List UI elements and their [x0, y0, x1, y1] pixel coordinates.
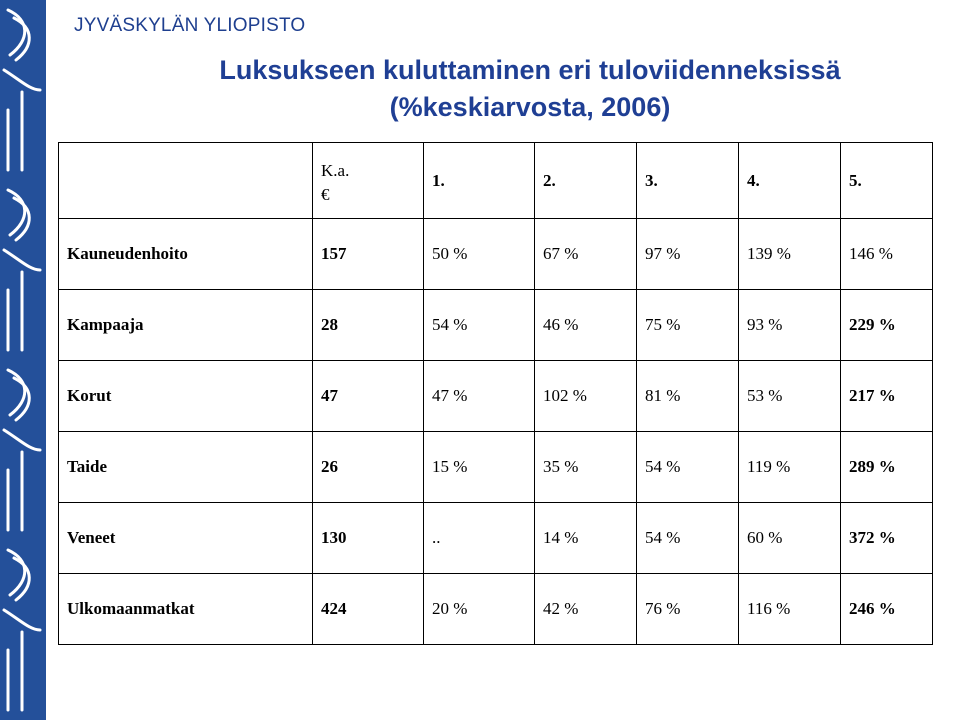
row-q2: 35 %	[535, 432, 637, 503]
row-q1: ..	[424, 503, 535, 574]
row-label: Veneet	[59, 503, 313, 574]
row-avg: 424	[313, 574, 424, 645]
header-q3: 3.	[637, 143, 739, 219]
table-row	[59, 432, 933, 503]
row-q5: 229 %	[841, 290, 933, 361]
row-q5: 246 %	[841, 574, 933, 645]
row-avg: 26	[313, 432, 424, 503]
header-empty-cell	[59, 143, 313, 219]
row-q5: 289 %	[841, 432, 933, 503]
row-q1: 47 %	[424, 361, 535, 432]
row-label: Taide	[59, 432, 313, 503]
consumption-table	[58, 142, 933, 645]
row-avg: 157	[313, 219, 424, 290]
table-header-row	[59, 143, 933, 219]
row-q3: 97 %	[637, 219, 739, 290]
university-torch-logo-icon	[0, 0, 46, 720]
header-q1: 1.	[424, 143, 535, 219]
row-q5: 217 %	[841, 361, 933, 432]
table-row	[59, 503, 933, 574]
row-q5: 372 %	[841, 503, 933, 574]
row-avg: 28	[313, 290, 424, 361]
row-q1: 20 %	[424, 574, 535, 645]
row-q4: 53 %	[739, 361, 841, 432]
row-q3: 54 %	[637, 503, 739, 574]
title-line-1: Luksukseen kuluttaminen eri tuloviidenneksissä	[219, 55, 841, 85]
row-q3: 81 %	[637, 361, 739, 432]
row-q5: 146 %	[841, 219, 933, 290]
row-q1: 15 %	[424, 432, 535, 503]
header-q4: 4.	[739, 143, 841, 219]
row-q4: 139 %	[739, 219, 841, 290]
table-row	[59, 361, 933, 432]
row-label: Kauneudenhoito	[59, 219, 313, 290]
header-ka	[313, 143, 424, 219]
header-ka-label: K.a.	[321, 160, 350, 180]
page-title	[100, 52, 960, 126]
row-avg: 47	[313, 361, 424, 432]
table-row	[59, 219, 933, 290]
header-q2: 2.	[535, 143, 637, 219]
row-q4: 60 %	[739, 503, 841, 574]
row-q4: 119 %	[739, 432, 841, 503]
row-q4: 116 %	[739, 574, 841, 645]
row-q1: 50 %	[424, 219, 535, 290]
header-q5: 5.	[841, 143, 933, 219]
sidebar-band	[0, 0, 46, 720]
table-row	[59, 574, 933, 645]
university-name: JYVÄSKYLÄN YLIOPISTO	[74, 15, 306, 36]
header-ka-unit: €	[321, 184, 330, 204]
row-q2: 102 %	[535, 361, 637, 432]
row-q1: 54 %	[424, 290, 535, 361]
row-label: Ulkomaanmatkat	[59, 574, 313, 645]
row-avg: 130	[313, 503, 424, 574]
row-q2: 42 %	[535, 574, 637, 645]
row-q4: 93 %	[739, 290, 841, 361]
title-line-2: (%keskiarvosta, 2006)	[389, 92, 671, 122]
row-q2: 14 %	[535, 503, 637, 574]
row-q3: 76 %	[637, 574, 739, 645]
row-label: Korut	[59, 361, 313, 432]
row-q3: 54 %	[637, 432, 739, 503]
row-q2: 46 %	[535, 290, 637, 361]
row-label: Kampaaja	[59, 290, 313, 361]
table-row	[59, 290, 933, 361]
row-q3: 75 %	[637, 290, 739, 361]
row-q2: 67 %	[535, 219, 637, 290]
